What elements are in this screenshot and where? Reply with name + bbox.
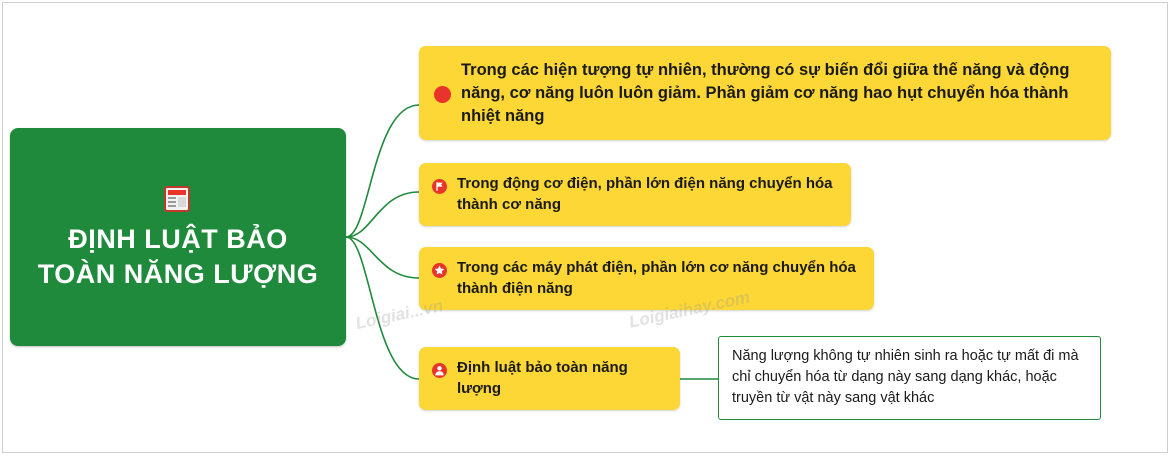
branch-node-3[interactable]: [419, 247, 874, 310]
root-title: ĐỊNH LUẬT BẢO TOÀN NĂNG LƯỢNG: [37, 224, 319, 289]
watermark-2: Loigiaihay.com: [627, 287, 752, 332]
flag-circle-icon: [431, 178, 448, 200]
star-circle-icon: [431, 262, 448, 284]
branch-label: Trong các máy phát điện, phần lớn cơ năng chuyển hóa thành điện năng: [457, 259, 856, 297]
root-node[interactable]: [10, 128, 346, 346]
branch-label: Định luật bảo toàn năng lượng: [457, 359, 628, 397]
circle-dot-icon: [433, 85, 452, 109]
branch-node-4[interactable]: [419, 347, 680, 410]
leaf-label: Năng lượng không tự nhiên sinh ra hoặc tự mất đi mà chỉ chuyển hóa từ dạng này sang dạng khác, hoặc truyền từ vật này sang vật khác: [732, 348, 1079, 407]
person-circle-icon: [431, 362, 448, 384]
branch-label: Trong các hiện tượng tự nhiên, thường có sự biến đổi giữa thế năng và động năng, cơ năng luôn luôn giảm. Phần giảm cơ năng hao hụt chuyển hóa thành nhiệt năng: [461, 61, 1070, 125]
newspaper-icon: [161, 182, 195, 216]
branch-label: Trong động cơ điện, phần lớn điện năng chuyển hóa thành cơ năng: [457, 175, 833, 213]
branch-node-1[interactable]: [419, 46, 1111, 140]
watermark-1: Loigiai...vn: [353, 295, 445, 334]
leaf-node-1[interactable]: [718, 336, 1101, 420]
branch-node-2[interactable]: [419, 163, 851, 226]
